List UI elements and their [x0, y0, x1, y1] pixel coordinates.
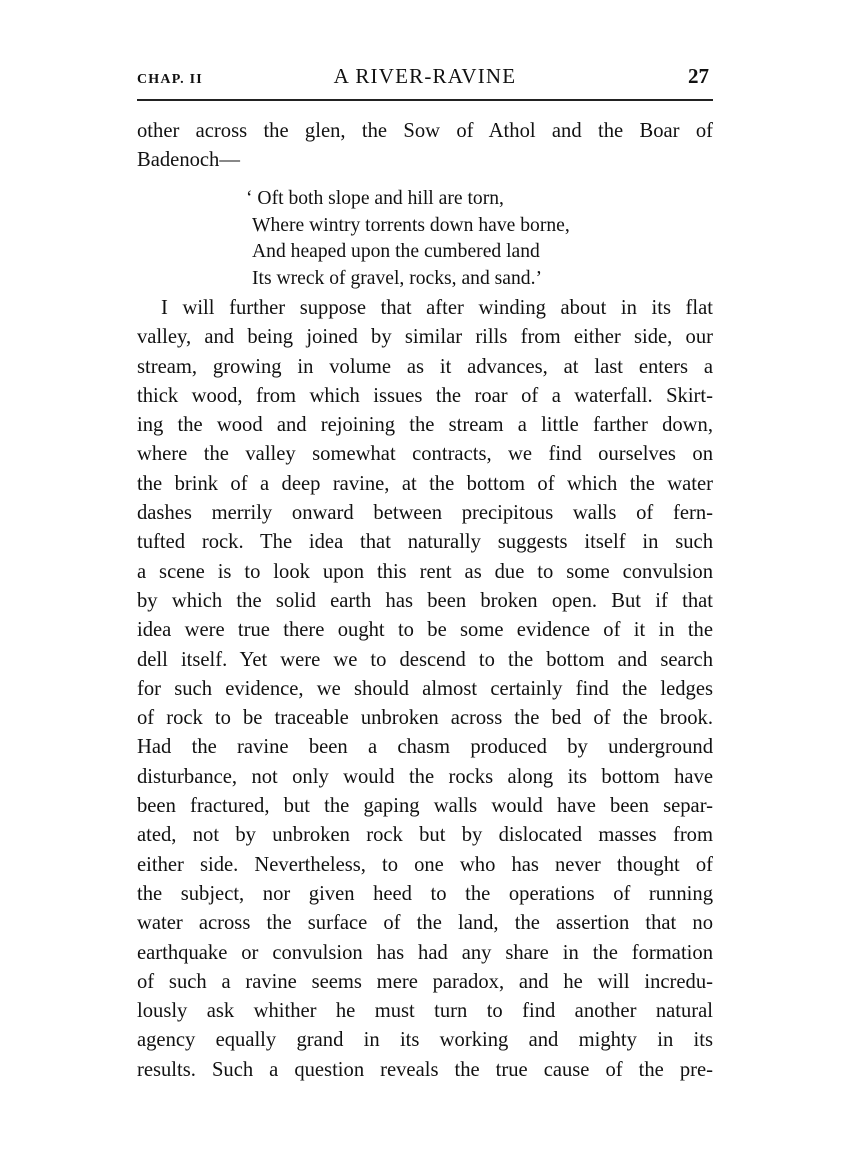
- page-number: 27: [688, 64, 709, 88]
- paragraph: [137, 294, 713, 1085]
- text-line: thick wood, from which issues the roar of a waterfall. Skirt-: [137, 384, 713, 407]
- text-line: dashes merrily onward between precipitous walls of fern-: [137, 502, 713, 525]
- verse-line: And heaped upon the cumbered land: [252, 241, 540, 263]
- text-line: valley, and being joined by similar rills from either side, our: [137, 326, 713, 349]
- opening-text: [137, 117, 713, 176]
- header-rule: [137, 99, 713, 101]
- text-line: for such evidence, we should almost certainly find the ledges: [137, 677, 713, 700]
- text-line: stream, growing in volume as it advances, at last enters a: [137, 355, 713, 378]
- text-line: ing the wood and rejoining the stream a little farther down,: [137, 414, 713, 437]
- text-line: the subject, nor given heed to the operations of running: [137, 882, 713, 905]
- text-line: water across the surface of the land, the assertion that no: [137, 912, 713, 935]
- text-line: dell itself. Yet were we to descend to the bottom and search: [137, 648, 713, 671]
- verse-quotation: [246, 186, 672, 292]
- text-line: I will further suppose that after winding about in its flat: [161, 297, 713, 319]
- text-line: ated, not by unbroken rock but by dislocated masses from: [137, 824, 713, 847]
- text-line: either side. Nevertheless, to one who has never thought of: [137, 853, 713, 876]
- verse-line: ‘ Oft both slope and hill are torn,: [246, 188, 504, 209]
- text-line: agency equally grand in its working and mighty in its: [137, 1029, 713, 1052]
- text-line: disturbance, not only would the rocks along its bottom have: [137, 765, 713, 788]
- text-line: idea were true there ought to be some evidence of it in the: [137, 619, 713, 642]
- text-line: lously ask whither he must turn to find another natural: [137, 1000, 713, 1023]
- text-line: results. Such a question reveals the true cause of the pre-: [137, 1058, 713, 1081]
- text-line: a scene is to look upon this rent as due to some convulsion: [137, 560, 713, 583]
- text-line: Had the ravine been a chasm produced by underground: [137, 736, 713, 759]
- text-line: by which the solid earth has been broken open. But if that: [137, 589, 713, 612]
- running-title: A RIVER-RAVINE: [333, 64, 517, 88]
- chapter-label: CHAP. II: [137, 72, 203, 87]
- text-line: been fractured, but the gaping walls would have been separ-: [137, 795, 713, 818]
- text-line: Badenoch—: [137, 149, 240, 172]
- text-line: where the valley somewhat contracts, we find ourselves on: [137, 443, 713, 466]
- verse-line: Its wreck of gravel, rocks, and sand.’: [252, 267, 542, 289]
- text-line: of such a ravine seems mere paradox, and he will incredu-: [137, 970, 713, 993]
- text-line: of rock to be traceable unbroken across the bed of the brook.: [137, 707, 713, 730]
- text-line: other across the glen, the Sow of Athol and the Boar of: [137, 120, 713, 142]
- text-line: the brink of a deep ravine, at the bottom of which the water: [137, 472, 713, 495]
- verse-line: Where wintry torrents down have borne,: [252, 214, 570, 236]
- text-line: earthquake or convulsion has had any share in the formation: [137, 941, 713, 964]
- running-head: [137, 62, 713, 92]
- text-line: tufted rock. The idea that naturally suggests itself in such: [137, 531, 713, 554]
